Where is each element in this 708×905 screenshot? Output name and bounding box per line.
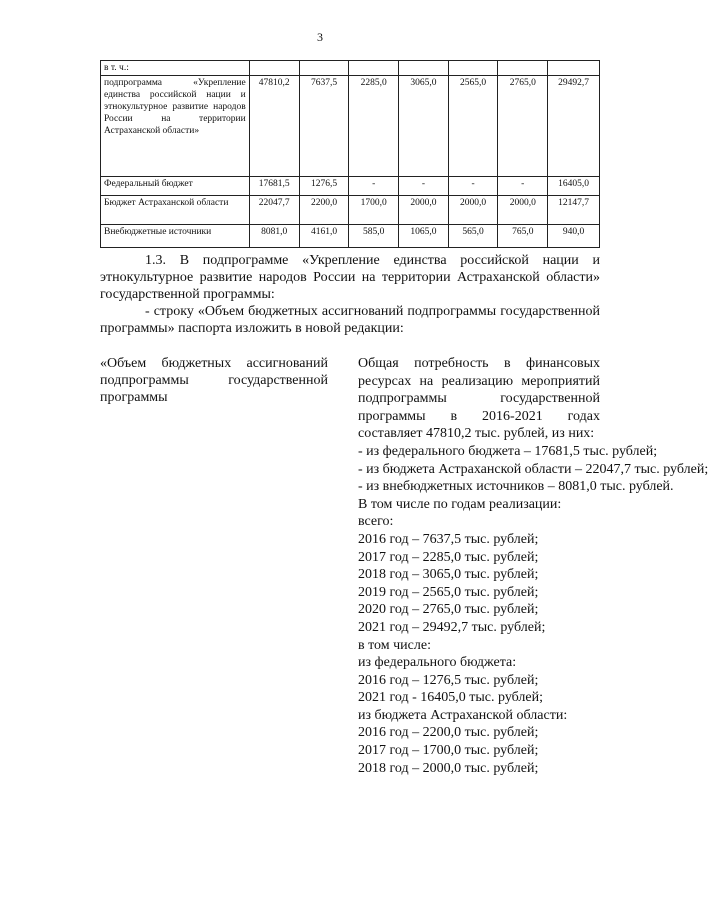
funding-line: 2017 год – 1700,0 тыс. рублей; bbox=[358, 743, 539, 759]
row-label: Федеральный бюджет bbox=[101, 177, 250, 196]
funding-line: 2021 год - 16405,0 тыс. рублей; bbox=[358, 690, 544, 706]
cell-2016: 1276,5 bbox=[299, 177, 349, 196]
instruction-paragraph: - строку «Объем бюджетных ассигнований подпрограммы государственной программы» паспорта изложить в новой редакции: bbox=[100, 304, 600, 336]
cell-2016: 4161,0 bbox=[299, 225, 349, 248]
row-label: Внебюджетные источники bbox=[101, 225, 250, 248]
cell-2020: 765,0 bbox=[498, 225, 548, 248]
cell-2018: 3065,0 bbox=[399, 76, 449, 177]
page-number: 3 bbox=[317, 30, 323, 44]
funding-line: 2018 год – 3065,0 тыс. рублей; bbox=[358, 567, 539, 583]
row-label: Бюджет Астраханской области bbox=[101, 196, 250, 225]
funding-line: 2016 год – 7637,5 тыс. рублей; bbox=[358, 531, 539, 547]
table-row bbox=[101, 61, 600, 76]
cell-2017: 2285,0 bbox=[349, 76, 399, 177]
cell-2020 bbox=[498, 61, 548, 76]
funding-line: из федерального бюджета: bbox=[358, 655, 517, 671]
funding-line: 2020 год – 2765,0 тыс. рублей; bbox=[358, 602, 539, 618]
cell-2020: 2000,0 bbox=[498, 196, 548, 225]
cell-2019 bbox=[448, 61, 498, 76]
cell-2021: 16405,0 bbox=[548, 177, 600, 196]
cell-2018: 2000,0 bbox=[399, 196, 449, 225]
funding-line: 2018 год – 2000,0 тыс. рублей; bbox=[358, 760, 539, 776]
budget-table bbox=[100, 60, 600, 248]
funding-line: всего: bbox=[358, 514, 394, 530]
cell-2019: 565,0 bbox=[448, 225, 498, 248]
table-row bbox=[101, 177, 600, 196]
cell-2021: 12147,7 bbox=[548, 196, 600, 225]
cell-total: 8081,0 bbox=[249, 225, 299, 248]
cell-2016 bbox=[299, 61, 349, 76]
funding-line: 2019 год – 2565,0 тыс. рублей; bbox=[358, 584, 539, 600]
table-row bbox=[101, 196, 600, 225]
amendment-paragraph: 1.3. В подпрограмме «Укрепление единства российской нации и этнокультурное развитие народов России на территории Астраханской области» государственной программы: bbox=[100, 253, 600, 302]
funding-line: 2016 год – 1276,5 тыс. рублей; bbox=[358, 672, 539, 688]
cell-total: 17681,5 bbox=[249, 177, 299, 196]
cell-2017: 585,0 bbox=[349, 225, 399, 248]
funding-line: - из федерального бюджета – 17681,5 тыс. рублей; bbox=[358, 443, 658, 459]
table-row bbox=[101, 76, 600, 177]
funding-line: - из бюджета Астраханской области – 22047,7 тыс. рублей; bbox=[358, 461, 708, 477]
cell-total bbox=[249, 61, 299, 76]
cell-2017 bbox=[349, 61, 399, 76]
cell-2017: 1700,0 bbox=[349, 196, 399, 225]
cell-2021 bbox=[548, 61, 600, 76]
row-label: подпрограмма «Укрепление единства российской нации и этнокультурное развитие народов России на территории Астраханской области» bbox=[101, 76, 250, 177]
table-row bbox=[101, 225, 600, 248]
funding-line: в том числе: bbox=[358, 637, 431, 653]
cell-total: 47810,2 bbox=[249, 76, 299, 177]
cell-2019: 2000,0 bbox=[448, 196, 498, 225]
funding-line: - из внебюджетных источников – 8081,0 тыс. рублей. bbox=[358, 479, 674, 495]
passport-field-value bbox=[358, 355, 708, 777]
cell-2017: - bbox=[349, 177, 399, 196]
funding-line: В том числе по годам реализации: bbox=[358, 496, 562, 512]
funding-line: 2016 год – 2200,0 тыс. рублей; bbox=[358, 725, 539, 741]
cell-total: 22047,7 bbox=[249, 196, 299, 225]
cell-2021: 940,0 bbox=[548, 225, 600, 248]
row-label: в т. ч.: bbox=[101, 61, 250, 76]
funding-line: из бюджета Астраханской области: bbox=[358, 707, 568, 723]
cell-2018: 1065,0 bbox=[399, 225, 449, 248]
cell-2018: - bbox=[399, 177, 449, 196]
funding-line: 2021 год – 29492,7 тыс. рублей; bbox=[358, 619, 546, 635]
cell-2019: 2565,0 bbox=[448, 76, 498, 177]
cell-2020: 2765,0 bbox=[498, 76, 548, 177]
cell-2016: 2200,0 bbox=[299, 196, 349, 225]
cell-2019: - bbox=[448, 177, 498, 196]
cell-2016: 7637,5 bbox=[299, 76, 349, 177]
cell-2018 bbox=[399, 61, 449, 76]
passport-field-label: «Объем бюджетных ассигнований подпрограммы государственной программы bbox=[100, 356, 328, 405]
cell-2021: 29492,7 bbox=[548, 76, 600, 177]
funding-intro: Общая потребность в финансовых ресурсах на реализацию мероприятий подпрограммы государственной программы в 2016-2021 годах составляет 47810,2 тыс. рублей, из них: bbox=[358, 356, 600, 442]
cell-2020: - bbox=[498, 177, 548, 196]
funding-line: 2017 год – 2285,0 тыс. рублей; bbox=[358, 549, 539, 565]
